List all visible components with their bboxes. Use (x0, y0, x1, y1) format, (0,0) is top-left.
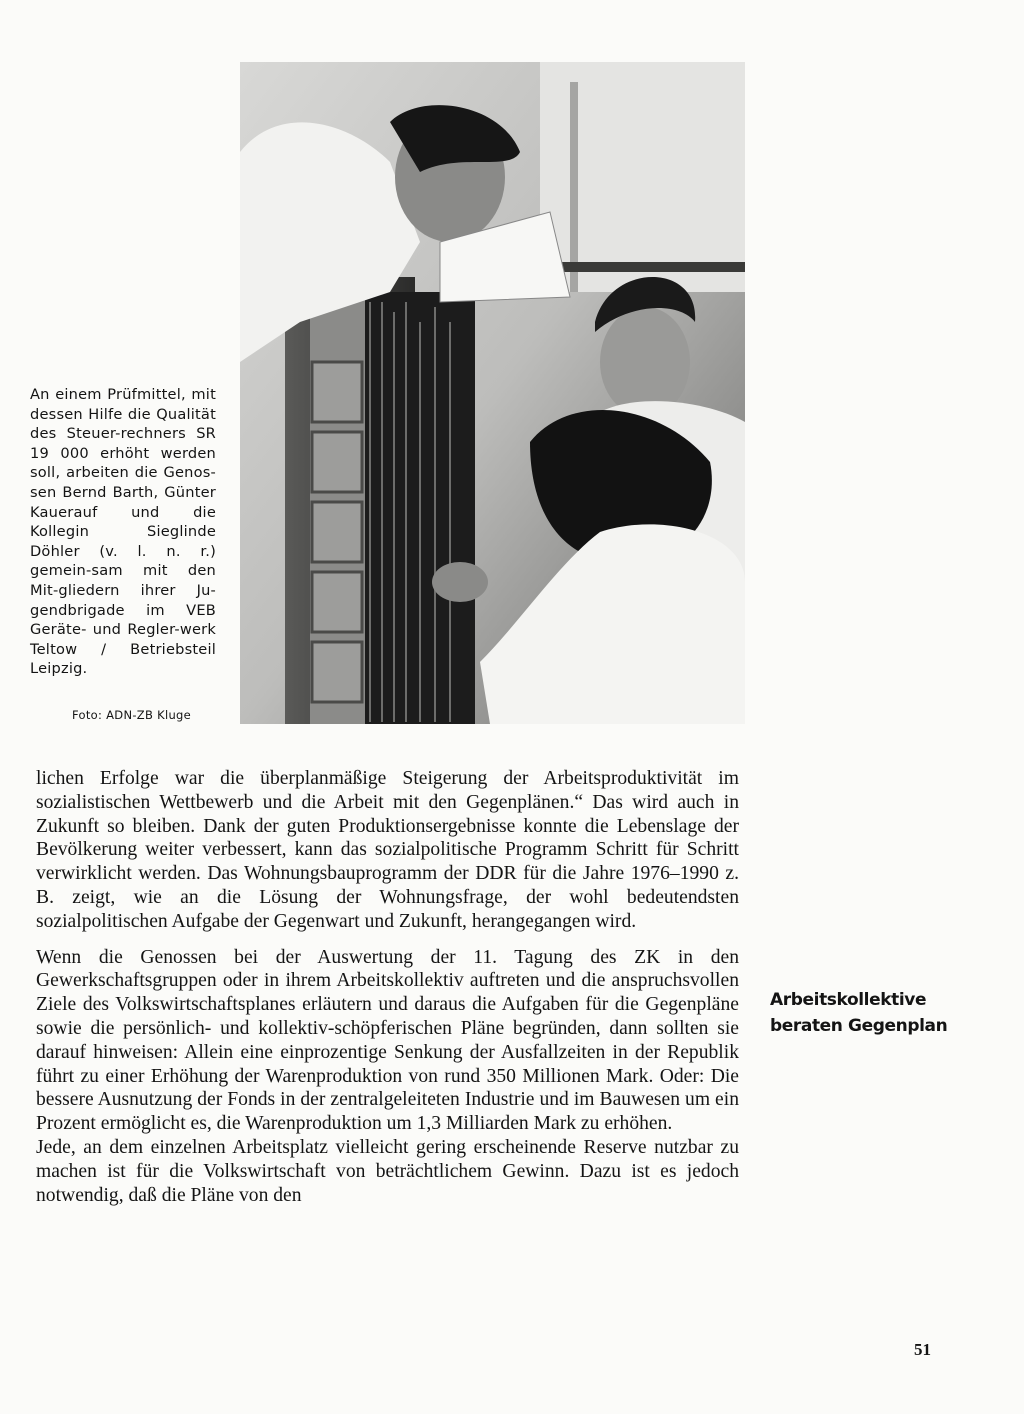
marginal-heading (770, 987, 970, 1039)
photo (240, 62, 745, 724)
page-number: 51 (914, 1340, 931, 1359)
body-text (36, 767, 739, 1207)
paragraph: lichen Erfolge war die überplanmäßige Steigerung der Arbeitsproduktivität im sozialistischen Wettbewerb und die Arbeit mit den Gegenplänen.“ Das wird auch in Zukunft so bleiben. Dank der guten Produktionsergebnisse konnte die Lebenslage der Bevölkerung weiter verbessert, kann das sozialpolitische Programm Schritt für Schritt verwirklicht werden. Das Wohnungsbauprogramm der DDR für die Jahre 1976–1990 z. B. zeigt, wie an die Lösung der Wohnungsfrage, der wohl bedeutendsten sozialpolitischen Aufgabe der Gegenwart und Zukunft, herangegangen wird. (36, 768, 739, 932)
paragraph: Wenn die Genossen bei der Auswertung der 11. Tagung des ZK in den Gewerkschaftsgruppen oder in ihrem Arbeitskollektiv auftreten und die anspruchsvollen Ziele des Volkswirtschaftsplanes erläutern und daraus die Aufgaben für die Gegenpläne sowie die persönlich- und kollektiv-schöpferischen Pläne begründen, dann sollten sie darauf hinweisen: Allein eine einprozentige Senkung der Ausfallzeiten in der Republik führt zu einer Erhöhung der Warenproduktion von rund 350 Millionen Mark. Oder: Die bessere Ausnutzung der Fonds in der zentralgeleiteten Industrie und im Bauwesen um ein Prozent ermöglicht es, die Warenproduktion um 1,3 Milliarden Mark zu erhöhen. (36, 946, 739, 1135)
photo-credit: Foto: ADN-ZB Kluge (72, 708, 192, 722)
marginal-heading-line: beraten Gegenplan (770, 1016, 948, 1036)
photograph-of-three-workers-at-control-computer-icon (240, 62, 745, 724)
marginal-heading-line: Arbeitskollektive (770, 990, 927, 1010)
photo-caption: An einem Prüfmittel, mit dessen Hilfe die Qualität des Steuer-rechners SR 19 000 erhöht werden soll, arbeiten die Genos-sen Bernd Barth, Günter Kauerauf und die Kollegin Sieglinde Döhler (v. l. n. r.) gemein-sam mit den Mit-gliedern ihrer Ju-gendbrigade im VEB Geräte- und Regler-werk Teltow / Betriebsteil Leipzig. (30, 386, 216, 678)
paragraph: Jede, an dem einzelnen Arbeitsplatz vielleicht gering erscheinende Reserve nutzbar zu machen ist für die Volkswirtschaft von beträchtlichem Gewinn. Dazu ist es jedoch notwendig, daß die Pläne von den (36, 1136, 739, 1206)
